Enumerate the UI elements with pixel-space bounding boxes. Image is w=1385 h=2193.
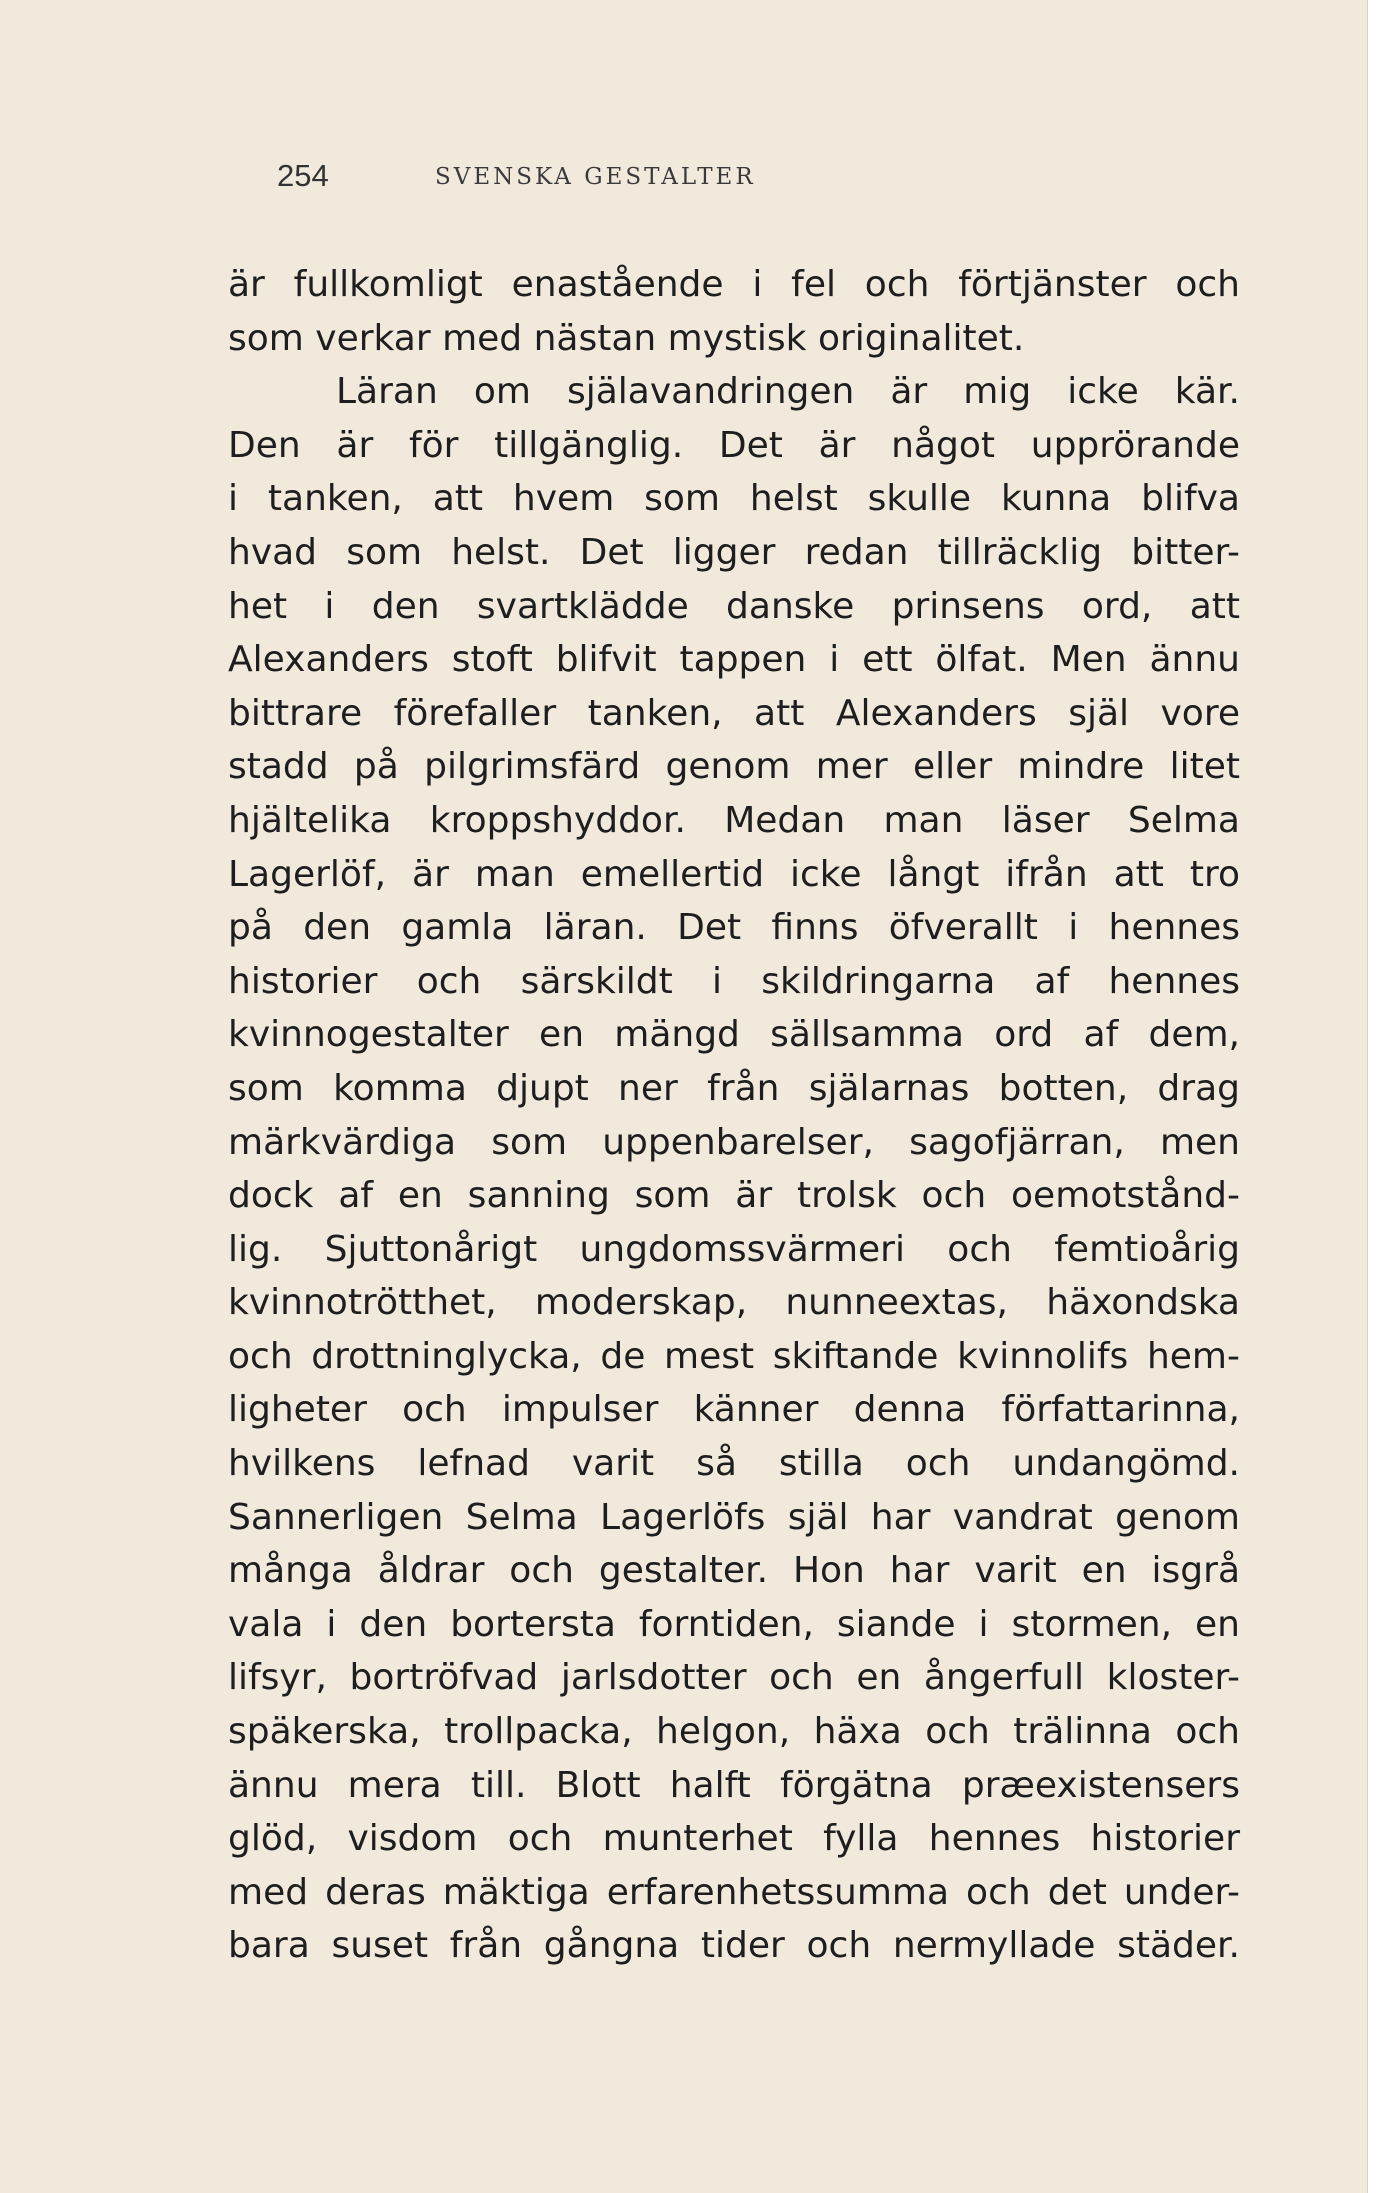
text-line: lig. Sjuttonårigt ungdomssvärmeri och femtioårig (228, 1228, 1240, 1270)
text-line: som verkar med nästan mystisk originalitet. (228, 317, 1025, 359)
text-line: hvilkens lefnad varit så stilla och undangömd. (228, 1443, 1240, 1485)
text-line: vala i den bortersta forntiden, siande i stormen, en (228, 1603, 1240, 1645)
text-line: hjältelika kroppshyddor. Medan man läser Selma (228, 799, 1240, 841)
text-line: Läran om själavandringen är mig icke kär. (336, 371, 1240, 413)
text-line: dock af en sanning som är trolsk och oemotstånd- (228, 1175, 1240, 1217)
text-line: med deras mäktiga erfarenhetssumma och det under- (228, 1871, 1240, 1913)
text-line: på den gamla läran. Det finns öfverallt i hennes (228, 907, 1240, 949)
text-line: lifsyr, bortröfvad jarlsdotter och en ångerfull kloster- (228, 1657, 1240, 1699)
text-line: het i den svartklädde danske prinsens ord, att (228, 585, 1240, 627)
text-line: ligheter och impulser känner denna författarinna, (228, 1389, 1240, 1431)
text-line: Lagerlöf, är man emellertid icke långt ifrån att tro (228, 853, 1240, 895)
running-head: SVENSKA GESTALTER (435, 164, 756, 190)
page-header (277, 158, 1037, 198)
body-text (228, 258, 1240, 1973)
text-line: och drottninglycka, de mest skiftande kvinnolifs hem- (228, 1335, 1240, 1377)
text-line: glöd, visdom och munterhet fylla hennes historier (228, 1818, 1240, 1860)
text-line: i tanken, att hvem som helst skulle kunna blifva (228, 478, 1240, 520)
text-line: hvad som helst. Det ligger redan tillräcklig bitter- (228, 531, 1240, 573)
text-line: som komma djupt ner från själarnas botten, drag (228, 1067, 1240, 1109)
text-line: kvinnogestalter en mängd sällsamma ord af dem, (228, 1014, 1240, 1056)
text-line: historier och särskildt i skildringarna af hennes (228, 960, 1240, 1002)
text-line: märkvärdiga som uppenbarelser, sagofjärran, men (228, 1121, 1240, 1163)
text-line: bara suset från gångna tider och nermyllade städer. (228, 1925, 1240, 1967)
text-line: Alexanders stoft blifvit tappen i ett ölfat. Men ännu (228, 639, 1240, 681)
text-line: är fullkomligt enastående i fel och förtjänster och (228, 264, 1240, 305)
text-line: kvinnotrötthet, moderskap, nunneextas, häxondska (228, 1282, 1240, 1324)
text-line: ännu mera till. Blott halft förgätna præexistensers (228, 1764, 1240, 1806)
text-line: Sannerligen Selma Lagerlöfs själ har vandrat genom (228, 1496, 1240, 1538)
page-number: 254 (277, 158, 329, 193)
text-line: många åldrar och gestalter. Hon har varit en isgrå (228, 1550, 1240, 1592)
text-line: stadd på pilgrimsfärd genom mer eller mindre litet (228, 746, 1240, 788)
text-line: späkerska, trollpacka, helgon, häxa och trälinna och (228, 1711, 1240, 1753)
text-line: Den är för tillgänglig. Det är något upprörande (228, 424, 1240, 466)
text-line: bittrare förefaller tanken, att Alexanders själ vore (228, 692, 1240, 734)
